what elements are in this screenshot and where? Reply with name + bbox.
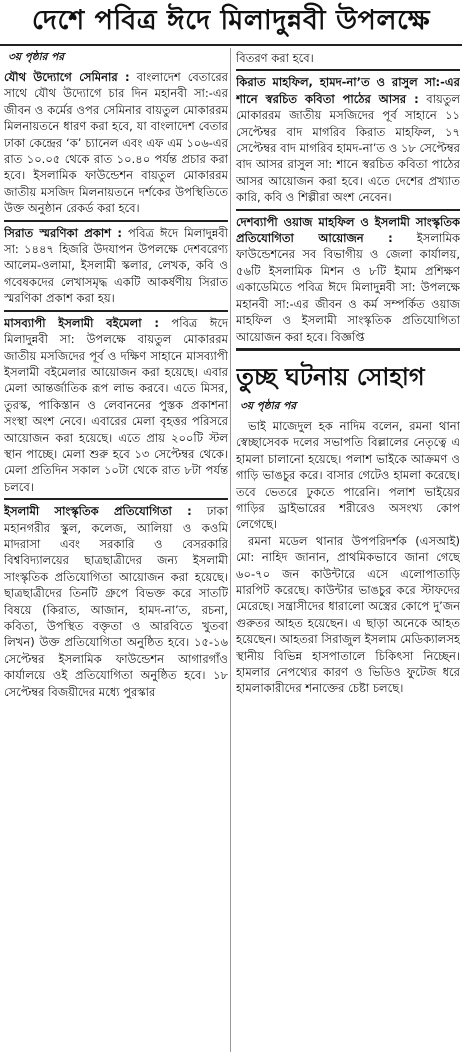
section-rule (4, 498, 228, 500)
story-rule (236, 348, 460, 351)
section-title: দেশব্যাপী ওয়াজ মাহফিল ও ইসলামী সাংস্কৃতিক প্রতিযোগিতা আয়োজন : (236, 214, 460, 246)
section-title: যৌথ উদ্যোগে সেমিনার : (4, 70, 130, 84)
section-body: বায়তুল মোকাররম জাতীয় মসজিদের পূর্ব সাহানে ১১ সেপ্টেম্বর বাদ মাগরিব কিরাত মাহফিল, ১৭ সেপ্টেম্বর বাদ মাগরিব হামদ-না’ত ও ১৮ সেপ্টেম্বর বাদ আসর রাসুল সা: শানে স্বরচিত কবিতা পাঠের আসর আয়োজন করা হবে। এতে দেশের প্রখ্যাত কারি, কবি ও শিল্পীরা অংশ নেবেন। (236, 91, 460, 205)
section-rule (4, 220, 228, 222)
story-sohag (236, 359, 460, 697)
page-headline: দেশে পবিত্র ঈদে মিলাদুন্নবী উপলক্ষে (0, 0, 462, 46)
left-column (4, 50, 228, 1054)
section-body: ঢাকা মহানগরীর স্কুল, কলেজ, আলিয়া ও কওমি মাদরাসা এবং সরকারি ও বেসরকারি বিশ্ববিদ্যালয়ের ছাত্রছাত্রীদের জন্য ইসলামী সাংস্কৃতিক প্রতিযোগিতা আয়োজন করা হয়েছে। ছাত্রছাত্রীদের তিনটি গ্রুপে বিভক্ত করে সাতটি বিষয়ে (কিরাত, আজান, হামদ-না’ত, রচনা, কবিতা, উপস্থিত বক্তৃতা ও আরবিতে খুতবা লিখন) উক্ত প্রতিযোগিতা অনুষ্ঠিত হবে। ১৫-১৬ সেপ্টেম্বর ইসলামিক ফাউন্ডেশন আগারগাঁও কার্যালয়ে ওই প্রতিযোগিতা অনুষ্ঠিত হবে। ১৮ সেপ্টেম্বর বিজয়ীদের মধ্যে পুরস্কার (4, 504, 228, 699)
section-title: মাসব্যাপী ইসলামী বইমেলা : (4, 315, 159, 330)
section-title: কিরাত মাহফিল, হামদ-না’ত ও রাসুল সা:-এর শানে স্বরচিত কবিতা পাঠের আসর : (236, 75, 460, 106)
article-section-seminar (4, 69, 228, 217)
article-section-bookfair (4, 315, 228, 495)
article-section-waz-mahfil (236, 214, 460, 345)
section-rule (236, 69, 460, 71)
continued-text: বিতরণ করা হবে। (236, 51, 314, 65)
section-title: সিরাত স্মরণিকা প্রকাশ : (4, 225, 122, 240)
section-body: পবিত্র ঈদে মিলাদুন্নবী সা: ১৪৪৭ হিজরি উদযাপন উপলক্ষে দেশবরেণ্য আলেম-ওলামা, ইসলামী স্কলার, লেখক, কবি ও গবেষকদের লেখাসমৃদ্ধ একটি আকর্ষণীয় সিরাত স্মরণিকা প্রকাশ করা হয়। (4, 225, 228, 306)
story-headline: তুচ্ছ ঘটনায় সোহাগ (236, 362, 425, 391)
article-section-cultural-competition (4, 503, 228, 700)
article-section-kirat-mahfil (236, 74, 460, 205)
article-section-souvenir (4, 225, 228, 307)
story-paragraph: ভাই মাজেদুল হক নাদিম বলেন, রমনা থানা স্বেচ্ছাসেবক দলের সভাপতি বিল্লালের নেতৃত্বে এ হামলা চালানো হয়েছে। পলাশ ভাইকে আক্রমণ ও গাড়ি ভাঙচুর করে। বাসার গেটেও হামলা করেছে। তবে ভেতরে ঢুকতে পারেনি। পলাশ ভাইয়ের গাড়ির ড্রাইভারের শরীরেও অসংখ্য কোপ লেগেছে। (236, 418, 460, 532)
section-body: ইসলামিক ফাউন্ডেশনের সব বিভাগীয় ও জেলা কার্যালয়, ৫৬টি ইসলামিক মিশন ও ৮টি ইমাম প্রশিক্ষণ একাডেমিতে পবিত্র ঈদে মিলাদুন্নবী সা: উপলক্ষে মহানবী সা:-এর জীবন ও কর্ম সম্পর্কিত ওয়াজ মাহফিল ও ইসলামী সাংস্কৃতিক প্রতিযোগিতা আয়োজন করা হবে। বিজ্ঞপ্তি (236, 231, 460, 344)
right-column (236, 50, 460, 1054)
section-body: বাংলাদেশ বেতারের সাথে যৌথ উদ্যোগে চার দিন মহানবী সা:-এর জীবন ও কর্মের ওপর সেমিনার বায়তুল মোকাররম মিলনায়তনে ধারণ করা হবে, যা বাংলাদেশ বেতার ঢাকা কেন্দ্রের ‘ক’ চ্যানেল এবং এফ এম ১০৬-এর রাত ১০.০৫ থেকে রাত ১০.৪০ পর্যন্ত প্রচার করা হবে। ইসলামিক ফাউন্ডেশন বায়তুল মোকাররম জাতীয় মসজিদ মিলনায়তনে দর্শকের উপস্থিতিতে উক্ত অনুষ্ঠান রেকর্ড করা হবে। (4, 70, 228, 216)
continued-label: ৩য় পৃষ্ঠার পর (240, 399, 297, 412)
section-title: ইসলামী সাংস্কৃতিক প্রতিযোগিতা : (4, 504, 192, 519)
column-divider (230, 48, 231, 1052)
section-rule (4, 310, 228, 312)
section-body: পবিত্র ঈদে মিলাদুন্নবী সা: উপলক্ষে বায়তুল মোকাররম জাতীয় মসজিদের পূর্ব ও দক্ষিণ সাহানে মাসব্যাপী ইসলামী বইমেলার আয়োজন করা হয়েছে। এবার মেলা আন্তর্জাতিক রূপ লাভ করবে। এতে মিসর, তুরস্ক, পাকিস্তান ও লেবাননের পুস্তক প্রকাশনা সংস্থা অংশ নেবে। এবারের মেলা বৃহত্তর পরিসরে আয়োজন করা হয়েছে। এতে প্রায় ২০০টি স্টল স্থান পাচ্ছে। মেলা শুরু হবে ১৩ সেপ্টেম্বর থেকে। মেলা প্রতিদিন সকাল ১০টা থেকে রাত ৮টা পর্যন্ত চলবে। (4, 315, 228, 494)
story-paragraph: রমনা মডেল থানার উপপরিদর্শক (এসআই) মো: নাহিদ জানান, প্রাথমিকভাবে জানা গেছে ৬০-৭০ জন কাউন্টারে এসে এলোপাতাড়ি মারপিট করেছে। কাউন্টার ভাঙচুর করে স্টাফদের মেরেছে। সন্ত্রাসীদের ধারালো অস্ত্রের কোপে দু’জন গুরুতর আহত হয়েছেন। এ ছাড়া অনেকে আহত হয়েছেন। আহতরা সিরাজুল ইসলাম মেডিক্যালসহ স্থানীয় বিভিন্ন হাসপাতালে চিকিৎসা নিচ্ছেন। হামলার নেপথ্যের কারণ ও ভিডিও ফুটেজ ধরে হামলাকারীদের শনাক্তের চেষ্টা চলছে। (236, 533, 460, 696)
continued-label: ৩য় পৃষ্ঠার পর (8, 51, 65, 63)
section-rule (236, 209, 460, 211)
